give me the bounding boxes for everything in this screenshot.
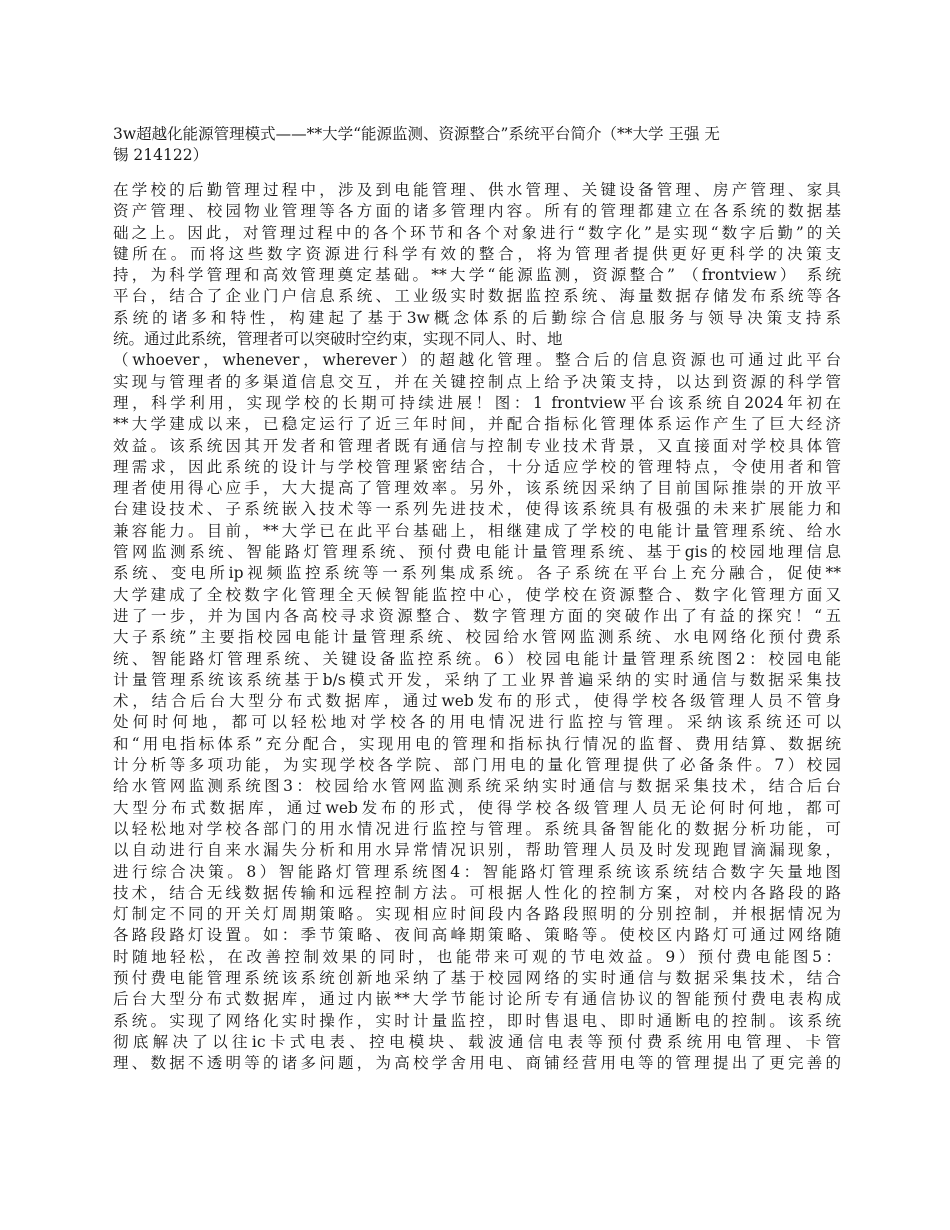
body-line: 系统的诸多和特性，构建起了基于3w概念体系的后勤综合信息服务与领导决策支持系 xyxy=(113,308,841,327)
body-line: 理者使用得心应手，大大提高了管理效率。另外，该系统因采纳了目前国际推崇的开放平 xyxy=(113,479,841,498)
title-line: 锡 214122） xyxy=(113,146,209,164)
body-line: 以轻松地对学校各部门的用水情况进行监控与管理。系统具备智能化的数据分析功能，可 xyxy=(113,819,841,838)
body-line: 台建设技术、子系统嵌入技术等一系列先进技术，使得该系统具有极强的未来扩展能力和 xyxy=(113,500,841,519)
title-line: 3w超越化能源管理模式——**大学“能源监测、资源整合”系统平台简介（**大学 王强 无 xyxy=(113,125,720,143)
body-line: （whoever，whenever，wherever）的超越化管理。整合后的信息资源也可通过此平台 xyxy=(113,351,841,370)
body-line: 大型分布式数据库，通过web发布的形式，使得学校各级管理人员无论何时何地，都可 xyxy=(113,798,841,817)
body-line: 理、数据不透明等的诸多问题，为高校学舍用电、商铺经营用电等的管理提出了更完善的 xyxy=(113,1054,841,1073)
body-line: 理，科学利用，实现学校的长期可持续进展！图：1 frontview平台该系统自2024年初在 xyxy=(113,393,841,412)
body-line: 时随地轻松，在改善控制效果的同时，也能带来可观的节电效益。9）预付费电能图5： xyxy=(113,947,841,966)
body-line: 各路段路灯设置。如：季节策略、夜间高峰期策略、策略等。使校区内路灯可通过网络随 xyxy=(113,926,841,945)
body-line: 在学校的后勤管理过程中，涉及到电能管理、供水管理、关键设备管理、房产管理、家具 xyxy=(113,181,841,199)
body-line: 系统。实现了网络化实时操作，实时计量监控，即时售退电、即时通断电的控制。该系统 xyxy=(113,1011,841,1030)
body-line: 处何时何地，都可以轻松地对学校各的用电情况进行监控与管理。采纳该系统还可以 xyxy=(113,713,841,732)
body-line: **大学建成以来，已稳定运行了近三年时间，并配合指标化管理体系运作产生了巨大经济 xyxy=(113,415,841,434)
body-line: 灯制定不同的开关灯周期策略。实现相应时间段内各路段照明的分别控制，并根据情况为 xyxy=(113,905,841,924)
body-line: 兼容能力。目前，**大学已在此平台基础上，相继建成了学校的电能计量管理系统、给水 xyxy=(113,521,841,540)
body-line: 统。通过此系统，管理者可以突破时空约束，实现不同人、时、地 xyxy=(113,330,563,349)
body-line: 术，结合后台大型分布式数据库，通过web发布的形式，使得学校各级管理人员不管身 xyxy=(113,692,841,711)
body-line: 资产管理、校园物业管理等各方面的诸多管理内容。所有的管理都建立在各系统的数据基 xyxy=(113,202,841,221)
body-line: 给水管网监测系统图3：校园给水管网监测系统采纳实时通信与数据采集技术，结合后台 xyxy=(113,777,841,796)
body-line: 管网监测系统、智能路灯管理系统、预付费电能计量管理系统、基于gis的校园地理信息 xyxy=(113,543,841,562)
body-line: 键所在。而将这些数字资源进行科学有效的整合，将为管理者提供更好更科学的决策支 xyxy=(113,244,841,263)
document-body xyxy=(113,180,841,1074)
body-line: 实现与管理者的多渠道信息交互，并在关键控制点上给予决策支持，以达到资源的科学管 xyxy=(113,372,841,391)
body-line: 后台大型分布式数据库，通过内嵌**大学节能讨论所专有通信协议的智能预付费电表构成 xyxy=(113,990,841,1009)
body-line: 进行综合决策。8）智能路灯管理系统图4：智能路灯管理系统该系统结合数字矢量地图 xyxy=(113,862,841,881)
body-line: 技术，结合无线数据传输和远程控制方法。可根据人性化的控制方案，对校内各路段的路 xyxy=(113,883,841,902)
body-line: 平台，结合了企业门户信息系统、工业级实时数据监控系统、海量数据存储发布系统等各 xyxy=(113,287,841,306)
body-line: 持，为科学管理和高效管理奠定基础。**大学“能源监测，资源整合” （frontview） 系统 xyxy=(113,266,841,285)
body-line: 系统、变电所ip视频监控系统等一系列集成系统。各子系统在平台上充分融合，促使** xyxy=(113,564,841,583)
body-line: 计量管理系统该系统基于b/s模式开发，采纳了工业界普遍采纳的实时通信与数据采集技 xyxy=(113,670,841,689)
body-line: 预付费电能管理系统该系统创新地采纳了基于校园网络的实时通信与数据采集技术，结合 xyxy=(113,968,841,987)
body-line: 础之上。因此，对管理过程中的各个环节和各个对象进行“数字化”是实现“数字后勤”的关 xyxy=(113,223,841,242)
body-line: 统、智能路灯管理系统、关键设备监控系统。6）校园电能计量管理系统图2：校园电能 xyxy=(113,649,841,668)
body-line: 计分析等多项功能，为实现学校各学院、部门用电的量化管理提供了必备条件。7）校园 xyxy=(113,756,841,775)
body-line: 理需求，因此系统的设计与学校管理紧密结合，十分适应学校的管理特点，令使用者和管 xyxy=(113,457,841,476)
body-line: 和“用电指标体系”充分配合，实现用电的管理和指标执行情况的监督、费用结算、数据统 xyxy=(113,734,841,753)
body-line: 以自动进行自来水漏失分析和用水异常情况识别，帮助管理人员及时发现跑冒滴漏现象， xyxy=(113,841,841,860)
body-line: 大子系统”主要指校园电能计量管理系统、校园给水管网监测系统、水电网络化预付费系 xyxy=(113,628,841,647)
body-line: 彻底解决了以往ic卡式电表、控电模块、载波通信电表等预付费系统用电管理、卡管 xyxy=(113,1032,841,1051)
document-title xyxy=(113,124,843,166)
body-line: 效益。该系统因其开发者和管理者既有通信与控制专业技术背景，又直接面对学校具体管 xyxy=(113,436,841,455)
body-line: 进了一步，并为国内各高校寻求资源整合、数字管理方面的突破作出了有益的探究！“五 xyxy=(113,606,841,625)
body-line: 大学建成了全校数字化管理全天候智能监控中心，使学校在资源整合、数字化管理方面又 xyxy=(113,585,841,604)
